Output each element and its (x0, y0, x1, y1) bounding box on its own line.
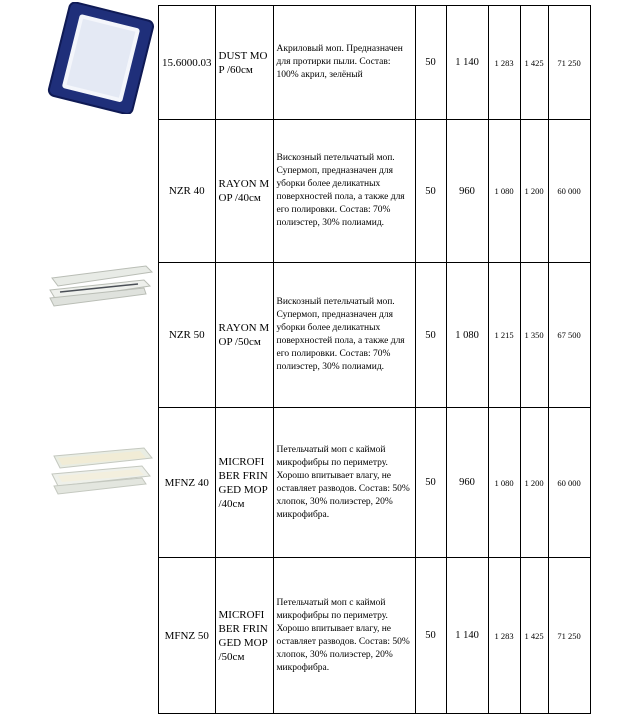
price-1: 1 080 (446, 263, 488, 408)
product-code: NZR 40 (159, 120, 216, 263)
price-3: 1 425 (520, 6, 548, 120)
price-3: 1 200 (520, 408, 548, 558)
total-value: 71 250 (548, 558, 590, 714)
product-description: Петельчатый моп с каймой микрофибры по периметру. Хорошо впитывает влагу, не оставляет разводов. Состав: 50% хлопок, 30% полиэстер, 20% микрофибра. (273, 408, 415, 558)
dust-mop-image (44, 2, 156, 114)
microfiber-mop-image (48, 444, 154, 498)
product-code: MFNZ 40 (159, 408, 216, 558)
price-1: 1 140 (446, 558, 488, 714)
table-row (159, 6, 591, 120)
pack-quantity: 50 (415, 6, 446, 120)
product-code: MFNZ 50 (159, 558, 216, 714)
table-row (159, 558, 591, 714)
product-description: Петельчатый моп с каймой микрофибры по периметру. Хорошо впитывает влагу, не оставляет разводов. Состав: 50% хлопок, 30% полиэстер, 20% микрофибра. (273, 558, 415, 714)
product-name: RAYON MOP /40см (215, 120, 273, 263)
price-1: 960 (446, 408, 488, 558)
price-2: 1 283 (488, 6, 520, 120)
product-table (158, 5, 591, 714)
price-2: 1 080 (488, 120, 520, 263)
product-code: NZR 50 (159, 263, 216, 408)
product-name: MICROFIBER FRINGED MOP /40см (215, 408, 273, 558)
product-name: DUST MOP /60см (215, 6, 273, 120)
table-row (159, 263, 591, 408)
table-row (159, 120, 591, 263)
product-code: 15.6000.03 (159, 6, 216, 120)
product-name: MICROFIBER FRINGED MOP /50см (215, 558, 273, 714)
table-row (159, 408, 591, 558)
product-description: Вискозный петельчатый моп. Супермоп, предназначен для уборки более деликатных поверхностей пола, а также для его полировки. Состав: 70% полиэстер, 30% полиамид. (273, 120, 415, 263)
price-1: 1 140 (446, 6, 488, 120)
price-2: 1 283 (488, 558, 520, 714)
pack-quantity: 50 (415, 263, 446, 408)
total-value: 71 250 (548, 6, 590, 120)
rayon-mop-image (46, 262, 156, 310)
total-value: 60 000 (548, 120, 590, 263)
product-description: Акриловый моп. Предназначен для протирки пыли. Состав: 100% акрил, зелёный (273, 6, 415, 120)
price-3: 1 200 (520, 120, 548, 263)
price-2: 1 080 (488, 408, 520, 558)
total-value: 67 500 (548, 263, 590, 408)
pack-quantity: 50 (415, 558, 446, 714)
price-3: 1 425 (520, 558, 548, 714)
pack-quantity: 50 (415, 120, 446, 263)
total-value: 60 000 (548, 408, 590, 558)
product-description: Вискозный петельчатый моп. Супермоп, предназначен для уборки более деликатных поверхностей пола, а также для его полировки. Состав: 70% полиэстер, 30% полиамид. (273, 263, 415, 408)
price-1: 960 (446, 120, 488, 263)
price-3: 1 350 (520, 263, 548, 408)
pack-quantity: 50 (415, 408, 446, 558)
product-name: RAYON MOP /50см (215, 263, 273, 408)
price-2: 1 215 (488, 263, 520, 408)
